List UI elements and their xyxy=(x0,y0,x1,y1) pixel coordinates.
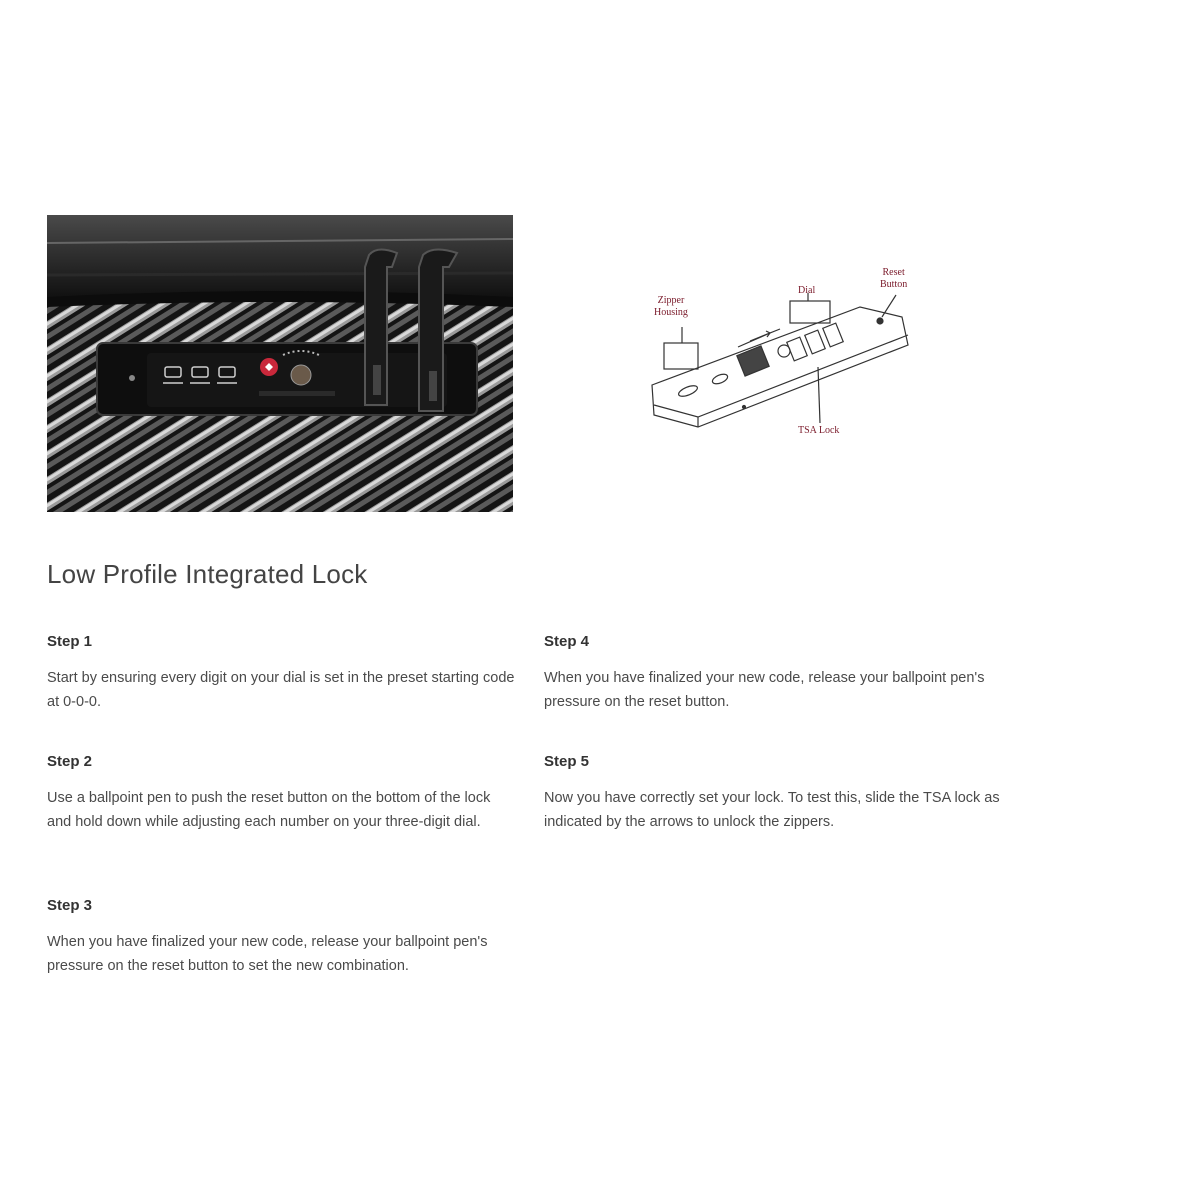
lock-product-photo xyxy=(47,215,513,512)
zipper-housing-label: Zipper Housing xyxy=(654,295,688,318)
tsa-lock-label: TSA Lock xyxy=(798,425,840,436)
step-text: When you have finalized your new code, release your ballpoint pen's pressure on the reset button to set the new combination. xyxy=(47,934,488,974)
step-5 xyxy=(544,752,1014,834)
step-title: Step 2 xyxy=(47,753,93,770)
step-text: When you have finalized your new code, release your ballpoint pen's pressure on the reset button. xyxy=(544,670,985,710)
page-title: Low Profile Integrated Lock xyxy=(47,559,368,589)
step-text: Use a ballpoint pen to push the reset button on the bottom of the lock and hold down while adjusting each number on your three-digit dial. xyxy=(47,790,491,830)
step-title: Step 5 xyxy=(544,753,590,770)
step-4 xyxy=(544,632,1014,714)
step-1 xyxy=(47,632,517,714)
reset-button-label: Reset Button xyxy=(880,267,908,290)
step-3 xyxy=(47,896,517,978)
step-text: Start by ensuring every digit on your dial is set in the preset starting code at 0-0-0. xyxy=(47,670,515,710)
lock-diagram xyxy=(640,255,940,465)
step-title: Step 3 xyxy=(47,897,93,914)
step-2 xyxy=(47,752,517,834)
step-text: Now you have correctly set your lock. To test this, slide the TSA lock as indicated by the arrows to unlock the zippers. xyxy=(544,790,1000,830)
step-title: Step 4 xyxy=(544,633,590,650)
step-title: Step 1 xyxy=(47,633,93,650)
dial-label: Dial xyxy=(798,285,816,296)
